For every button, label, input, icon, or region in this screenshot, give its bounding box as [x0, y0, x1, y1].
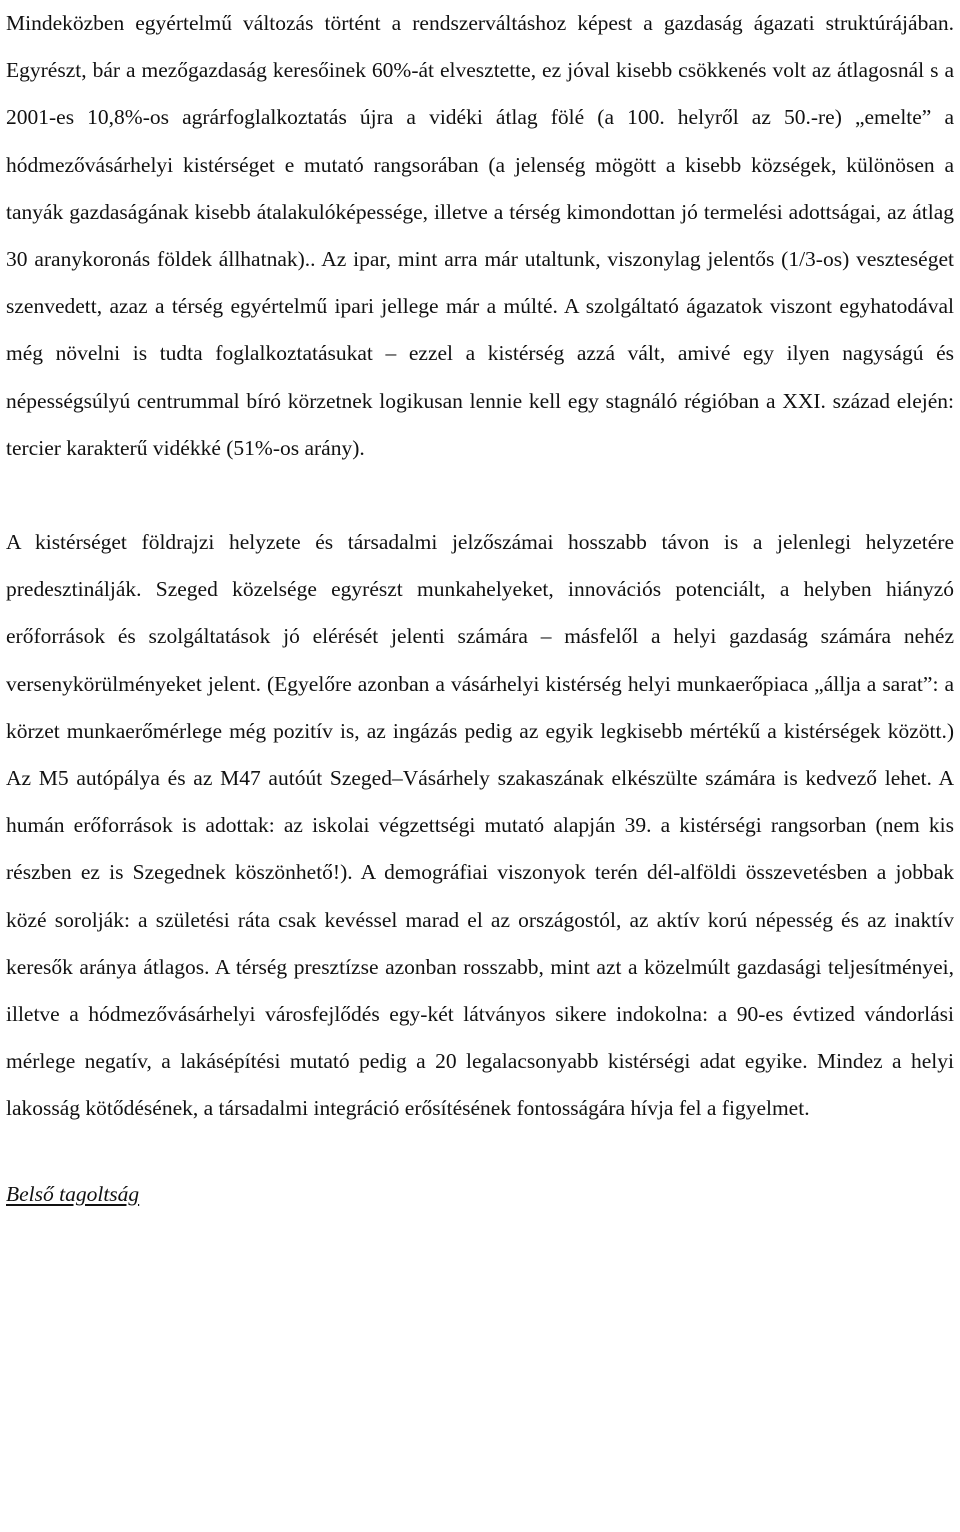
document-page [6, 0, 954, 1218]
paragraph-geographic-position: A kistérséget földrajzi helyzete és társadalmi jelzőszámai hosszabb távon is a jelenlegi helyzetére predesztinálják. Szeged közelsége egyrészt munkahelyeket, innovációs potenciált, a helyben hiányzó erőforrások és szolgáltatások jó elérését jelenti számára – másfelől a helyi gazdaság számára nehéz versenykörülményeket jelent. (Egyelőre azonban a vásárhelyi kistérség helyi munkaerőpiaca „állja a sarat”: a körzet munkaerőmérlege még pozitív is, az ingázás pedig az egyik legkisebb mértékű a kistérségek között.) Az M5 autópálya és az M47 autóút Szeged–Vásárhely szakaszának elkészülte számára is kedvező lehet. A humán erőforrások is adottak: az iskolai végzettségi mutató alapján 39. a kistérségi rangsorban (nem kis részben ez is Szegednek köszönhető!). A demográfiai viszonyok terén dél-alföldi összevetésben a jobbak közé sorolják: a születési ráta csak kevéssel marad el az országostól, az aktív korú népesség és az inaktív keresők aránya átlagos. A térség presztízse azonban rosszabb, mint azt a közelmúlt gazdasági teljesítményei, illetve a hódmezővásárhelyi városfejlődés egy-két látványos sikere indokolna: a 90-es évtized vándorlási mérlege negatív, a lakásépítési mutató pedig a 20 legalacsonyabb kistérségi adat egyike. Mindez a helyi lakosság kötődésének, a társadalmi integráció erősítésének fontosságára hívja fel a figyelmet. [6, 530, 954, 1121]
section-heading: Belső tagoltság [6, 1181, 140, 1206]
paragraph-sectoral-structure: Mindeközben egyértelmű változás történt a rendszerváltáshoz képest a gazdaság ágazati struktúrájában. Egyrészt, bár a mezőgazdaság keresőinek 60%-át elvesztette, ez jóval kisebb csökkenés volt az átlagosnál s a 2001-es 10,8%-os agrárfoglalkoztatás újra a vidéki átlag fölé (a 100. helyről az 50.-re) „emelte” a hódmezővásárhelyi kistérséget e mutató rangsorában (a jelenség mögött a kisebb községek, különösen a tanyák gazdaságának kisebb átalakulóképessége, illetve a térség kimondottan jó termelési adottságai, az átlag 30 aranykoronás földek állhatnak).. Az ipar, mint arra már utaltunk, viszonylag jelentős (1/3-os) veszteséget szenvedett, azaz a térség egyértelmű ipari jellege már a múlté. A szolgáltató ágazatok viszont egyhatodával még növelni is tudta foglalkoztatásukat – ezzel a kistérség azzá vált, amivé egy ilyen nagyságú és népességsúlyú centrummal bíró körzetnek logikusan lennie kell egy stagnáló régióban a XXI. század elején: tercier karakterű vidékké (51%-os arány). [6, 11, 954, 460]
